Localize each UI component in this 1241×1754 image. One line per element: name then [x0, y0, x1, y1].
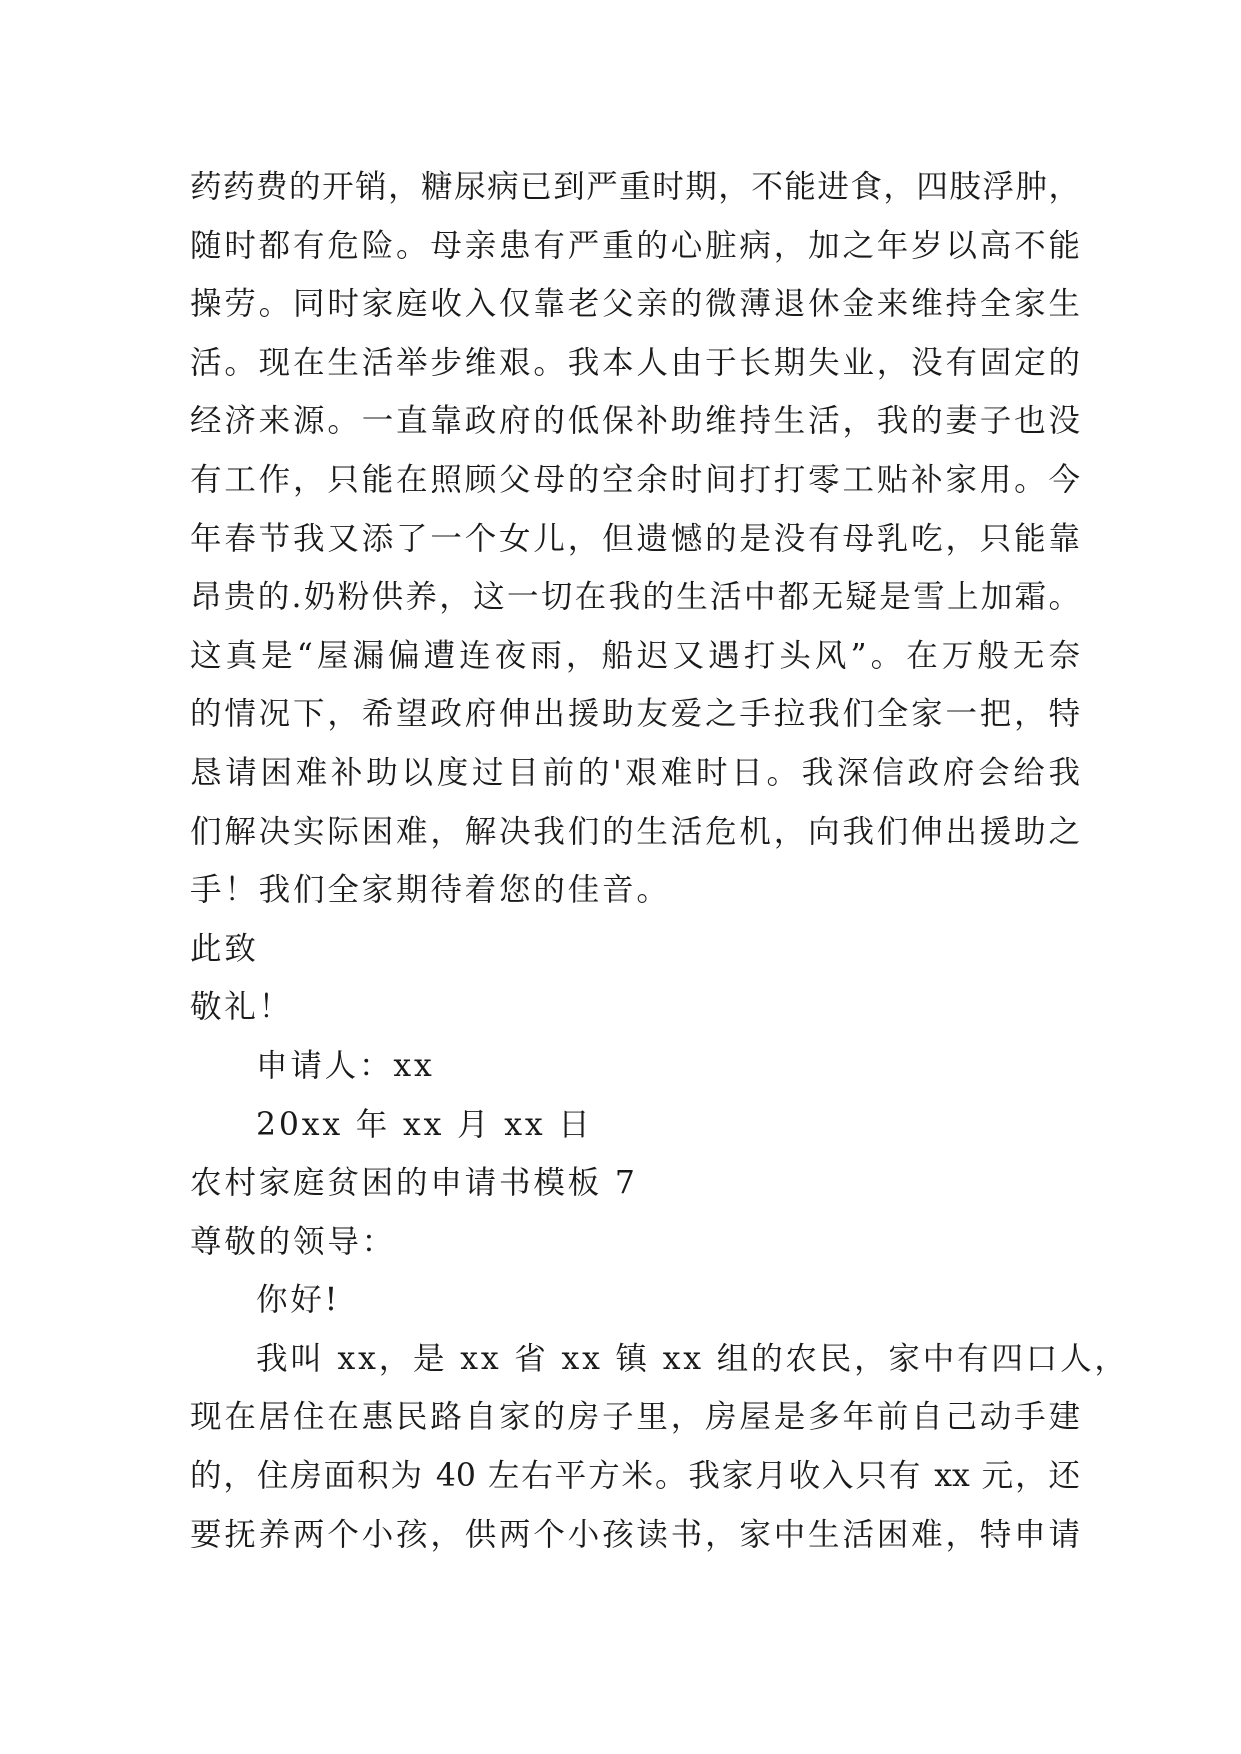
text-line: 年春节我又添了一个女儿，但遗憾的是没有母乳吃，只能靠 — [190, 520, 1080, 557]
text-line: 现在居住在惠民路自家的房子里，房屋是多年前自己动手建 — [190, 1399, 1080, 1436]
text-line: 们解决实际困难，解决我们的生活危机，向我们伸出援助之 — [190, 813, 1080, 850]
text-line: 我叫 xx，是 xx 省 xx 镇 xx 组的农民，家中有四口人， — [256, 1340, 1129, 1377]
document-body — [190, 158, 1129, 1564]
signature-date: 20xx 年 xx 月 xx 日 — [256, 1106, 593, 1143]
letter-salutation: 尊敬的领导： — [190, 1223, 397, 1260]
text-line: 恳请困难补助以度过目前的'艰难时日。我深信政府会给我 — [190, 754, 1080, 791]
text-line: 这真是“屋漏偏遭连夜雨，船迟又遇打头风”。在万般无奈 — [190, 637, 1080, 674]
text-line: 昂贵的.奶粉供养，这一切在我的生活中都无疑是雪上加霜。 — [190, 579, 1080, 616]
closing-salutation: 此致 — [190, 930, 259, 967]
text-line: 的，住房面积为 40 左右平方米。我家月收入只有 xx 元，还 — [190, 1458, 1080, 1495]
text-line: 有工作，只能在照顾父母的空余时间打打零工贴补家用。今 — [190, 461, 1080, 498]
section-title: 农村家庭贫困的申请书模板 7 — [190, 1165, 638, 1202]
text-line: 的情况下，希望政府伸出援助友爱之手拉我们全家一把，特 — [190, 696, 1080, 733]
text-line: 要抚养两个小孩，供两个小孩读书，家中生活困难，特申请 — [190, 1516, 1080, 1553]
text-line: 手！我们全家期待着您的佳音。 — [190, 872, 671, 909]
closing-regards: 敬礼！ — [190, 989, 294, 1026]
text-line: 操劳。同时家庭收入仅靠老父亲的微薄退休金来维持全家生 — [190, 286, 1080, 323]
text-line: 活。现在生活举步维艰。我本人由于长期失业，没有固定的 — [190, 344, 1080, 381]
text-line: 随时都有危险。母亲患有严重的心脏病，加之年岁以高不能 — [190, 227, 1080, 264]
applicant-signature: 申请人：xx — [256, 1047, 435, 1084]
text-line: 药药费的开销，糖尿病已到严重时期，不能进食，四肢浮肿， — [190, 169, 1080, 205]
text-line: 经济来源。一直靠政府的低保补助维持生活，我的妻子也没 — [190, 403, 1080, 440]
letter-greeting: 你好! — [256, 1282, 341, 1319]
